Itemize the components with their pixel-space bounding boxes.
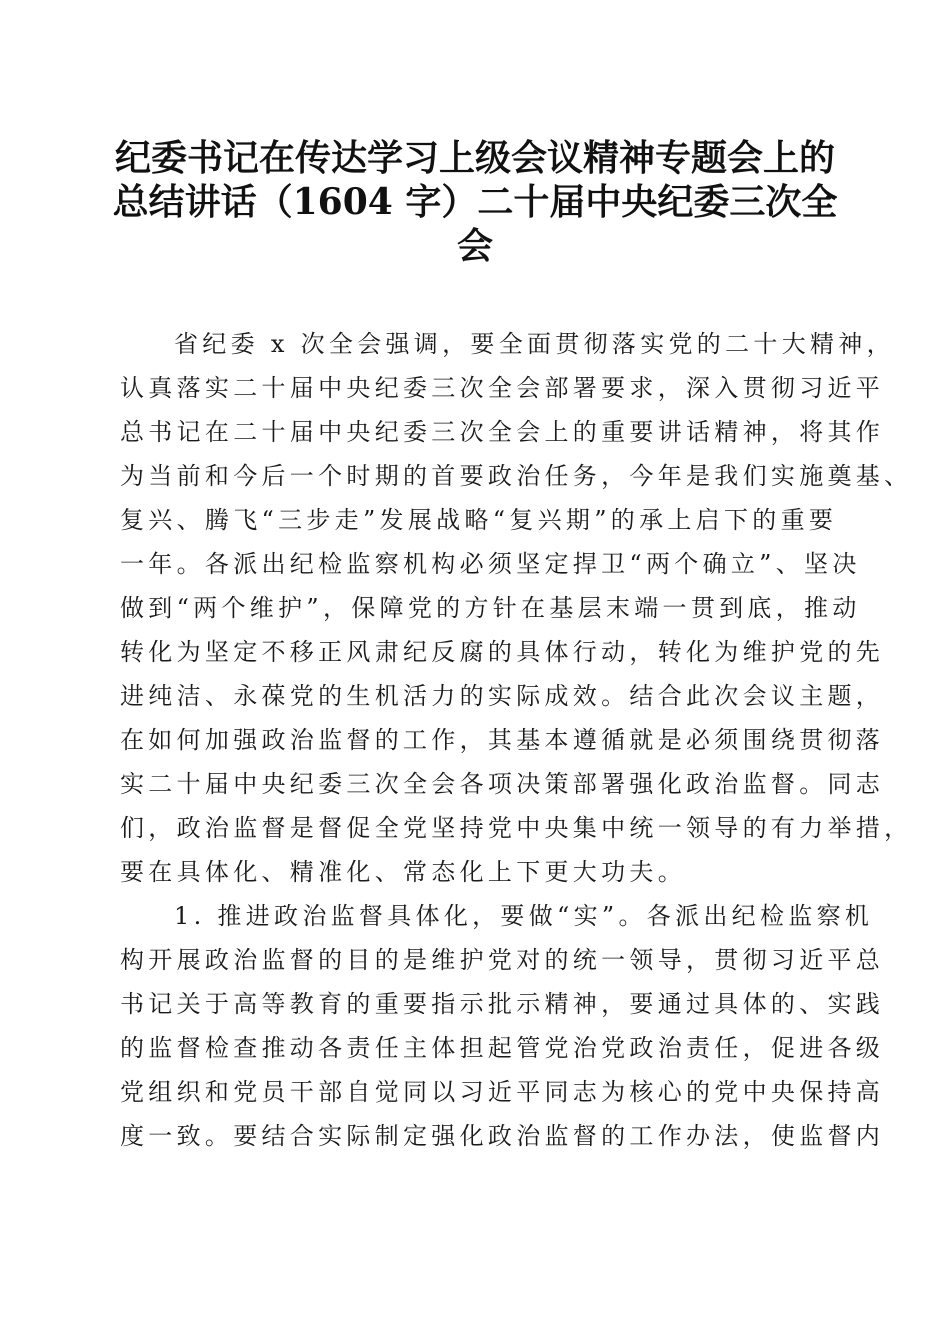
text-line: 做到“两个维护”，保障党的方针在基层末端一贯到底，推动: [120, 594, 861, 622]
document-body: [120, 322, 913, 1158]
text-line: 省纪委 x 次全会强调，要全面贯彻落实党的二十大精神，: [174, 330, 895, 358]
text-line: 实二十届中央纪委三次全会各项决策部署强化政治监督。同志: [120, 770, 885, 798]
text-line: 们，政治监督是督促全党坚持党中央集中统一领导的有力举措，: [120, 814, 913, 842]
text-line: 1. 推进政治监督具体化，要做“实”。各派出纪检监察机: [174, 902, 874, 930]
paragraph-1: [120, 322, 913, 894]
text-line: 认真落实二十届中央纪委三次全会部署要求，深入贯彻习近平: [120, 374, 885, 402]
document-title: [100, 136, 850, 268]
text-line: 要在具体化、精准化、常态化上下更大功夫。: [120, 858, 686, 886]
text-line: 总书记在二十届中央纪委三次全会上的重要讲话精神，将其作: [120, 418, 885, 446]
text-line: 复兴、腾飞“三步走”发展战略“复兴期”的承上启下的重要: [120, 506, 838, 534]
text-line: 书记关于高等教育的重要指示批示精神，要通过具体的、实践: [120, 990, 885, 1018]
text-line: 构开展政治监督的目的是维护党对的统一领导，贯彻习近平总: [120, 946, 885, 974]
text-line: 党组织和党员干部自觉同以习近平同志为核心的党中央保持高: [120, 1078, 885, 1106]
title-line: 会: [456, 225, 493, 267]
text-line: 一年。各派出纪检监察机构必须坚定捍卫“两个确立”、坚决: [120, 550, 861, 578]
text-line: 转化为坚定不移正风肃纪反腐的具体行动，转化为维护党的先: [120, 638, 885, 666]
paragraph-2: [120, 894, 885, 1158]
text-line: 度一致。要结合实际制定强化政治监督的工作办法，使监督内: [120, 1122, 885, 1150]
title-line: 总结讲话（1604 字）二十届中央纪委三次全: [112, 181, 838, 223]
text-line: 进纯洁、永葆党的生机活力的实际成效。结合此次会议主题，: [120, 682, 885, 710]
text-line: 为当前和今后一个时期的首要政治任务，今年是我们实施奠基、: [120, 462, 913, 490]
text-line: 在如何加强政治监督的工作，其基本遵循就是必须围绕贯彻落: [120, 726, 885, 754]
title-line: 纪委书记在传达学习上级会议精神专题会上的: [114, 137, 835, 179]
text-line: 的监督检查推动各责任主体担起管党治党政治责任，促进各级: [120, 1034, 885, 1062]
